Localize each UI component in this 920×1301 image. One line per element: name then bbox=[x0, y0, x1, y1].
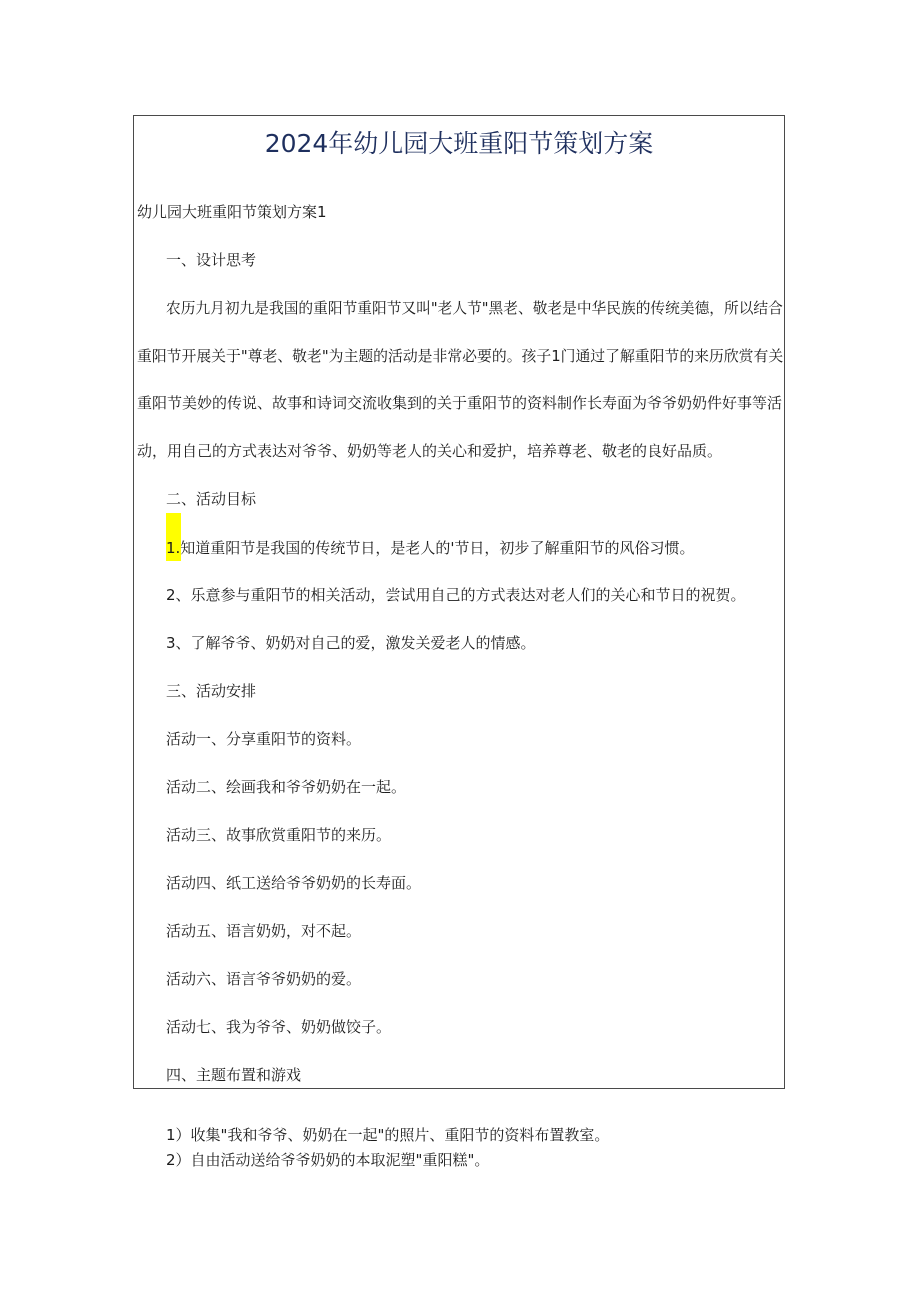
theme-item: 1）收集"我和爷爷、奶奶在一起"的照片、重阳节的资料布置教室。 bbox=[166, 1126, 610, 1144]
goal-item: 1.知道重阳节是我国的传统节日，是老人的'节日，初步了解重阳节的风俗习惯。 bbox=[166, 539, 695, 557]
activity-item: 活动五、语言奶奶，对不起。 bbox=[166, 922, 362, 940]
section-heading-design: 一、设计思考 bbox=[166, 251, 257, 269]
activity-item: 活动七、我为爷爷、奶奶做饺子。 bbox=[166, 1018, 392, 1036]
document-subtitle: 幼儿园大班重阳节策划方案1 bbox=[137, 203, 327, 221]
paragraph-line: 动，用自己的方式表达对爷爷、奶奶等老人的关心和爱护，培养尊老、敬老的良好品质。 bbox=[137, 442, 723, 460]
document-title: 2024年幼儿园大班重阳节策划方案 bbox=[264, 129, 654, 158]
goal-item: 3、了解爷爷、奶奶对自己的爱，激发关爱老人的情感。 bbox=[166, 634, 536, 652]
paragraph-line: 重阳节开展关于"尊老、敬老"为主题的活动是非常必要的。孩子1门通过了解重阳节的来历欣赏有关 bbox=[137, 347, 784, 365]
activity-item: 活动二、绘画我和爷爷奶奶在一起。 bbox=[166, 778, 407, 796]
goal-item: 2、乐意参与重阳节的相关活动，尝试用自己的方式表达对老人们的关心和节日的祝贺。 bbox=[166, 586, 746, 604]
activity-item: 活动一、分享重阳节的资料。 bbox=[166, 730, 362, 748]
paragraph-line: 重阳节美妙的传说、故事和诗词交流收集到的关于重阳节的资料制作长寿面为爷爷奶奶件好事等活 bbox=[137, 394, 783, 412]
section-heading-goals: 二、活动目标 bbox=[166, 490, 257, 508]
theme-item: 2）自由活动送给爷爷奶奶的本取泥塑"重阳糕"。 bbox=[166, 1151, 490, 1169]
paragraph-line: 农历九月初九是我国的重阳节重阳节又叫"老人节"黑老、敬老是中华民族的传统美德，所以结合 bbox=[166, 299, 783, 317]
activity-item: 活动三、故事欣赏重阳节的来历。 bbox=[166, 826, 392, 844]
section-heading-schedule: 三、活动安排 bbox=[166, 682, 257, 700]
activity-item: 活动四、纸工送给爷爷奶奶的长寿面。 bbox=[166, 874, 422, 892]
section-heading-theme: 四、主题布置和游戏 bbox=[166, 1066, 302, 1084]
activity-item: 活动六、语言爷爷奶奶的爱。 bbox=[166, 970, 362, 988]
